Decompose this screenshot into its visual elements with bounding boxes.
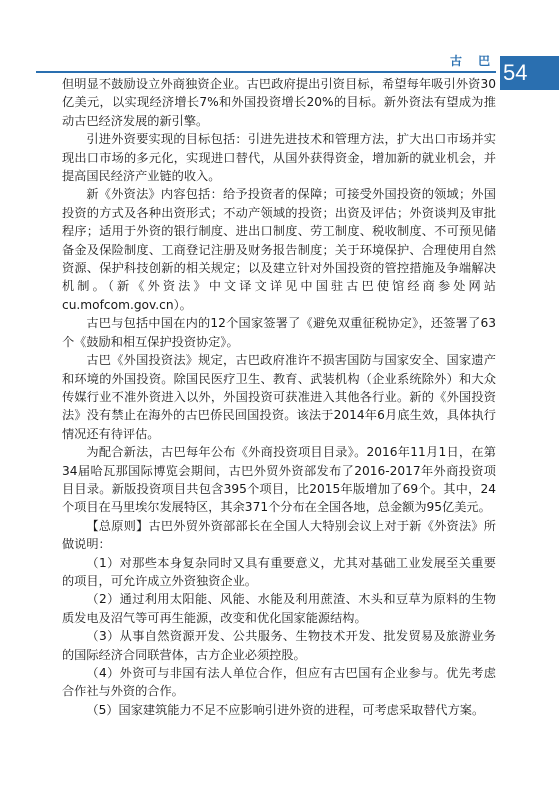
principle-item-3: （3）从事自然资源开发、公共服务、生物技术开发、批发贸易及旅游业务的国际经济合同联营体，古方企业必须控股。 (62, 629, 496, 662)
paragraph-goals: 引进外资要实现的目标包括：引进先进技术和管理方法，扩大出口市场并实现出口市场的多元化，实现进口替代，从国外获得资金，增加新的就业机会，并提高国民经济产业链的收入。 (62, 132, 496, 184)
principle-item-5: （5）国家建筑能力不足不应影响引进外资的进程，可考虑采取替代方案。 (86, 702, 485, 717)
paragraph-treaties: 古巴与包括中国在内的12个国家签署了《避免双重征税协定》，还签署了63个《鼓励和相互保护投资协定》。 (62, 316, 496, 349)
paragraph-project-catalog: 为配合新法，古巴每年公布《外商投资项目目录》。2016年11月1日，在第34届哈瓦那国际博览会期间，古巴外贸外资部发布了2016-2017年外商投资项目目录。新版投资项目共包含395个项目，比2015年版增加了69个。其中，24个项目在马里埃尔发展特区，其余371个分布在全国各地，总金额为95亿美元。 (62, 445, 496, 515)
paragraph-general-principles: 【总原则】古巴外贸外资部部长在全国人大特别会议上对于新《外资法》所做说明： (62, 518, 496, 552)
principle-item-1: （1）对那些本身复杂同时又具有重要意义，尤其对基础工业发展至关重要的项目，可允许成立外资独资企业。 (62, 555, 496, 588)
paragraph-continuation: 但明显不鼓励设立外商独资企业。古巴政府提出引资目标，希望每年吸引外资30亿美元，以实现经济增长7%和外国投资增长20%的目标。新外资法有望成为推动古巴经济发展的新引擎。 (62, 77, 496, 128)
body-text (62, 75, 496, 719)
paragraph-permitted-sectors: 古巴《外国投资法》规定，古巴政府准许不损害国防与国家安全、国家遗产和环境的外国投资。除国民医疗卫生、教育、武装机构（企业系统除外）和大众传媒行业不准外资进入以外，外国投资可获准进入其他各行业。新的《外国投资法》没有禁止在海外的古巴侨民回国投资。该法于2014年6月底生效，具体执行情况还有待评估。 (62, 353, 496, 441)
page-number: 54 (503, 60, 528, 85)
paragraph-law-contents: 新《外资法》内容包括：给予投资者的保障；可接受外国投资的领域；外国投资的方式及各种出资形式；不动产领域的投资；出资及评估；外资谈判及审批程序；适用于外资的银行制度、进出口制度、劳工制度、税收制度、不可预见储备金及保险制度、工商登记注册及财务报告制度；关于环境保护、合理使用自然资源、保护科技创新的相关规定；以及建立针对外国投资的管控措施及争端解决机制。（新《外资法》中文译文详见中国驻古巴使馆经商参处网站cu.mofcom.gov.cn）。 (62, 187, 496, 312)
running-header-title: 古 巴 (450, 54, 497, 68)
header-rule (36, 71, 496, 73)
principle-item-2: （2）通过利用太阳能、风能、水能及利用蔗渣、木头和豆草为原料的生物质发电及沼气等可再生能源，改变和优化国家能源结构。 (62, 592, 496, 625)
principle-item-4: （4）外资可与非国有法人单位合作，但应有古巴国有企业参与。优先考虑合作社与外资的合作。 (62, 666, 496, 699)
